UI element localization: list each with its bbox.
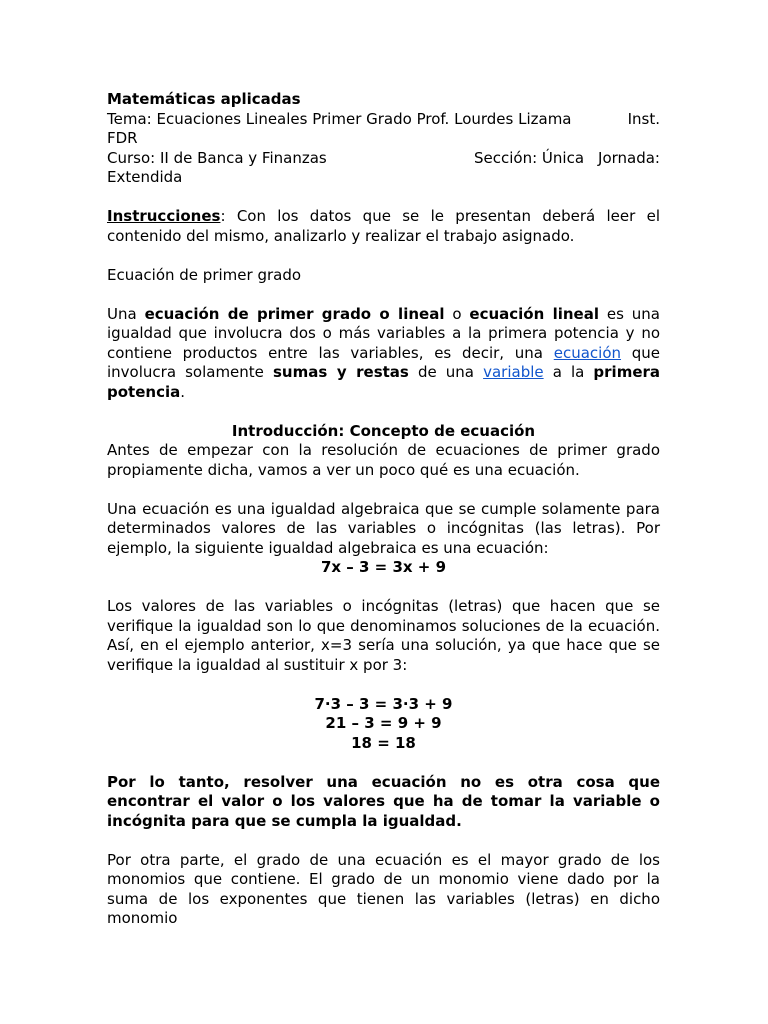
tema-line: [107, 110, 660, 130]
intro-paragraph-1: Antes de empezar con la resolución de ecuaciones de primer grado propiamente dicha, vamos a ver un poco qué es una ecuación.: [107, 441, 660, 479]
intro-paragraph-2: Una ecuación es una igualdad algebraica que se cumple solamente para determinados valores de las variables o incógnitas (las letras). Por ejemplo, la siguiente igualdad algebraica es una ecuación:: [107, 499, 660, 557]
curso-text: Curso: II de Banca y Finanzas: [107, 148, 327, 167]
document-content: [107, 90, 660, 929]
definition-paragraph: Una ecuación de primer grado o lineal o ecuación lineal es una igualdad que involucra dos o más variables a la primera potencia y no contiene productos entre las variables, es decir, una ecuación que involucra solamente sumas y restas de una variable a la primera potencia.: [107, 304, 661, 401]
instructions-paragraph: Instrucciones: Con los datos que se le presentan deberá leer el contenido del mismo, analizarlo y realizar el trabajo asignado.: [107, 207, 660, 245]
solution-step-1: 7·3 – 3 = 3·3 + 9: [314, 694, 453, 713]
seccion-text: Sección: Única: [474, 148, 585, 167]
solution-step-3: 18 = 18: [351, 733, 416, 752]
instructions-text: Con los datos que se le presentan deberá leer el contenido del mismo, analizarlo y realizar el trabajo asignado.: [107, 207, 660, 245]
tema-text: Tema: Ecuaciones Lineales Primer Grado Prof. Lourdes Lizama: [107, 109, 572, 128]
conclusion-paragraph: Por lo tanto, resolver una ecuación no es otra cosa que encontrar el valor o los valores que ha de tomar la variable o incógnita para que se cumpla la igualdad.: [107, 772, 660, 830]
section-title: Ecuación de primer grado: [107, 265, 302, 284]
instructions-label: Instrucciones: [107, 207, 221, 225]
solution-step-2: 21 – 3 = 9 + 9: [325, 714, 442, 732]
ecuacion-link[interactable]: ecuación: [553, 343, 622, 362]
example-equation: 7x – 3 = 3x + 9: [320, 558, 447, 576]
variable-link[interactable]: variable: [483, 363, 544, 381]
inst-text: Inst.: [627, 109, 660, 128]
extendida-text: Extendida: [107, 168, 183, 186]
intro-paragraph-3: Los valores de las variables o incógnitas (letras) que hacen que se verifique la igualdad son lo que denominamos soluciones de la ecuación. Así, en el ejemplo anterior, x=3 sería una solución, ya que hace que se verifique la igualdad al sustituir x por 3:: [107, 597, 660, 674]
jornada-text: Jornada:: [598, 148, 660, 167]
intro-heading: Introducción: Concepto de ecuación: [231, 421, 536, 440]
curso-line: [107, 149, 660, 169]
intro-paragraph-4: Por otra parte, el grado de una ecuación es el mayor grado de los monomios que contiene. El grado de un monomio viene dado por la suma de los exponentes que tienen las variables (letras) en dicho monomio: [107, 850, 660, 927]
document-title: Matemáticas aplicadas: [107, 90, 301, 108]
fdr-text: FDR: [107, 129, 138, 147]
